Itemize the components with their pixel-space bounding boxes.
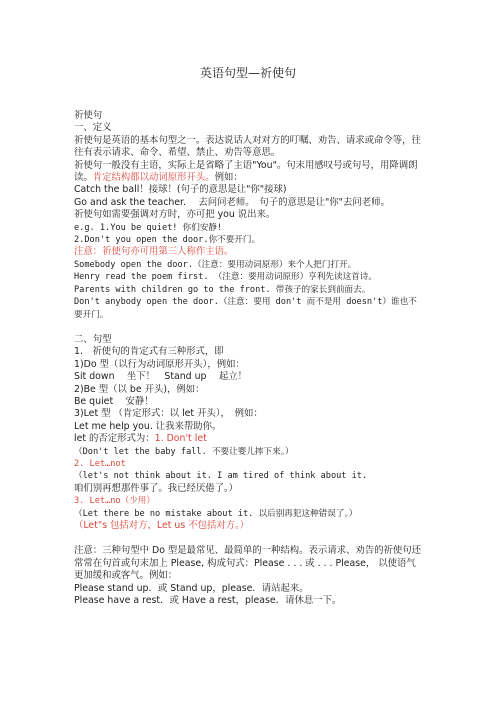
document-body (74, 110, 424, 607)
text-line (74, 184, 424, 196)
text-line-content: Don't anybody open the door.（注意：要用 don't 而不是用 doesn't）谁也不要开门。 (74, 297, 417, 320)
paragraph-gap (74, 532, 424, 545)
text-line (74, 135, 424, 160)
text-line-content: Parents with children go to the front. 带孩子的家长到前面去。 (74, 284, 371, 295)
text-line (74, 495, 424, 507)
text-line-content: 一、定义 (74, 122, 112, 134)
text-line (74, 545, 424, 582)
text-line (74, 446, 424, 458)
text-line-content: 3. Let…no（少用） (74, 496, 155, 507)
highlighted-text: 肯定结构都以动词原形开头。 (92, 172, 215, 184)
text-line (74, 433, 424, 445)
text-line (74, 160, 424, 185)
text-line-content: Sit down 坐下！ Stand up 起立！ (74, 371, 247, 383)
text-line (74, 296, 424, 321)
text-line-content: （Let there be no mistake about it. 以后别再犯这种错误了。） (74, 508, 358, 519)
text-line (74, 259, 424, 271)
text-line-content: Please stand up．或 Stand up，please．请站起来。 (74, 582, 309, 594)
text-line (74, 384, 424, 396)
text-line (74, 470, 424, 482)
text-line-content: 祈使句 (74, 110, 103, 121)
text-line (74, 110, 424, 122)
text-line-content: Let me help you. 让我来帮助你。 (74, 420, 222, 432)
page-title: 英语句型—祈使句 (199, 66, 296, 80)
text-line-content: 3)Let 型 （肯定形式：以 let 开头）， 例如： (74, 408, 263, 420)
text-line-content: Please have a rest．或 Have a rest，please．请休息一下。 (74, 595, 342, 607)
text-line (74, 458, 424, 470)
text-line-content: Catch the ball！接球！(句子的意思是让"你"接球) (74, 184, 287, 196)
text-line (74, 421, 424, 433)
text-line (74, 508, 424, 520)
text-line (74, 209, 424, 221)
text-line (74, 371, 424, 383)
text-line (74, 234, 424, 246)
text-line-content: 1. 祈使句的肯定式有三种形式，即 (74, 346, 224, 358)
text-line (74, 346, 424, 358)
text-line-content: 注意：三种句型中 Do 型是最常见、最简单的一种结构。表示请求、劝告的祈使句还常常在句首或句末加上 Please, 构成句式：Please . . . 或 . . . Please， 以使语气更加缓和或客气。例如： (74, 545, 422, 582)
text-line (74, 246, 424, 258)
text-line-content: （let's not think about it. I am tired of think about it. (74, 471, 368, 482)
paragraph-gap (74, 321, 424, 334)
text-line (74, 359, 424, 371)
text-line-content: let 的否定形式为： (74, 433, 155, 445)
text-line-content: 祈使句如需要强调对方时，亦可把 you 说出来。 (74, 209, 276, 221)
text-line-content: 二、句型 (74, 333, 112, 345)
text-line (74, 595, 424, 607)
highlighted-text: 1. Don't let (154, 433, 207, 445)
text-line-content: 1)Do 型（以行为动词原形开头），例如： (74, 358, 245, 370)
text-line (74, 520, 424, 532)
text-line-content: Go and ask the teacher. 去问问老师。 句子的意思是让"你"去问老师。 (74, 196, 390, 208)
text-line-content: （Don't let the baby fall. 不要让婴儿摔下来。） (74, 446, 294, 457)
text-line-content: Be quiet 安静！ (74, 395, 154, 407)
text-line-content: e.g. 1.You be quiet! 你们安静! (74, 222, 223, 233)
text-line (74, 122, 424, 134)
text-line-content: 2. Let…not (74, 458, 126, 469)
text-line-content: （Let"s 包括对方，Let us 不包括对方。） (74, 520, 250, 531)
text-line (74, 408, 424, 420)
text-line-content: 咱们别再想那件事了。我已经厌倦了。） (74, 482, 239, 494)
text-line-content: 注意：祈使句亦可用第三人称作主语。 (74, 246, 234, 258)
text-line-content: 祈使句一般没有主语，实际上是省略了主语"You"。句末用感叹号或句号，用降调朗读。 (74, 159, 418, 184)
text-line-content: 祈使句是英语的基本句型之一。表达说话人对对方的叮嘱、劝告、请求或命令等，往往有表示请求、命令、希望、禁止、劝告等意思。 (74, 134, 421, 159)
text-line-content: Somebody open the door.（注意：要用动词原形）来个人把门打开。 (74, 259, 357, 270)
text-line-content: Henry read the poem first. （注意：要用动词原形）亨利先读这首诗。 (74, 272, 377, 283)
text-line (74, 583, 424, 595)
text-line (74, 396, 424, 408)
text-line (74, 271, 424, 283)
text-line-content: 2)Be 型（以 be 开头)，例如： (74, 383, 205, 395)
text-line (74, 222, 424, 234)
text-line (74, 483, 424, 495)
text-line (74, 284, 424, 296)
text-line-tail: 例如： (214, 172, 243, 184)
text-line (74, 334, 424, 346)
text-line-content: 2.Don't you open the door.你不要开门。 (74, 235, 261, 246)
text-line (74, 197, 424, 209)
